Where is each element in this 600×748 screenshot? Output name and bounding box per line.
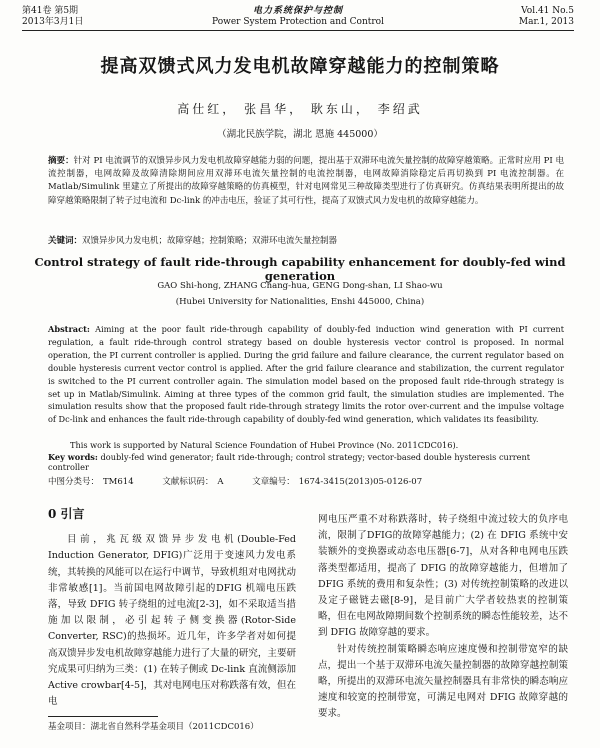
doc-code-label: 文献标识码： [162, 477, 214, 487]
date-en: Mar.1, 2013 [518, 17, 574, 27]
doc-code-value: A [217, 477, 224, 487]
header-divider [22, 30, 574, 31]
body-column-right [318, 512, 568, 723]
affiliation-en: (Hubei University for Nationalities, Enshi 445000, China) [175, 297, 425, 307]
affiliation-cn: （湖北民族学院，湖北 恩施 445000） [217, 129, 383, 140]
paper-title-cn: 提高双馈式风力发电机故障穿越能力的控制策略 [100, 56, 500, 77]
body-paragraph: 网电压严重不对称跌落时，转子绕组中流过较大的负序电流，限制了DFIG的故障穿越能力；(2) 在 DFIG 系统中安装额外的变换器或动态电压器[6-7]，从对各种电网电压跌落类型都适用，提高了 DFIG 的故障穿越能力，但增加了 DFIG 系统的费用和复杂性；(3) 对传统控制策略的改进以及定子磁链去磁[8-9]，是目前广大学者较热衷的控制策略，但在电网故障期间数个控制系统的瞬态性能较差，达不到 DFIG 故障穿越的要求。 [318, 514, 568, 639]
authors-en: GAO Shi-hong, ZHANG Chang-hua, GENG Dong-shan, LI Shao-wu [157, 281, 443, 291]
keywords-en [48, 452, 564, 472]
abstract-label-en: Abstract: [48, 324, 90, 334]
body-column-left [48, 502, 296, 710]
abstract-text-en: Aiming at the poor fault ride-through capability of doubly-fed induction wind generation with PI current regulation, a fault ride-through control strategy based on double hysteresis vector control is proposed. In normal operation, the PI current controller is applied. During the grid failure and failure clearance, the current regulator based on double hysteresis current vector control is applied. After the grid failure clearance and stabilization, the current regulator is switched to the PI current controller again. The simulation model based on the proposed fault ride-through strategy is set up in Matlab/Simulink. Aiming at three types of the common grid fault, the simulation studies are implemented. The simulation results show that the proposed fault ride-through strategy limits the rotor over-current and the impulse voltage of Dc-link and enhances the fault ride-through capability of doubly-fed wind generation, which validates its feasibility. [48, 324, 564, 425]
abstract-text-cn: 针对 PI 电流调节的双馈异步风力发电机故障穿越能力弱的问题，提出基于双滞环电流矢量控制的故障穿越策略。正常时应用 PI 电流控制器，电网故障及故障清除期间应用双滞环电流矢量控制的电流控制器，电网故障消除稳定后再切换到 PI 电流控制器。在 Matlab/Simulink 里建立了所提出的故障穿越策略的仿真模型，针对电网常见三种故障类型进行了仿真研究。仿真结果表明所提出的故障穿越策略限制了转子过电流和 Dc-link 的冲击电压，验证了其可行性，提高了双馈式风力发电机的故障穿越能力。 [48, 156, 564, 206]
keywords-text-cn: 双馈异步风力发电机；故障穿越；控制策略；双滞环电流矢量控制器 [82, 236, 338, 246]
abstract-cn [48, 155, 564, 208]
article-id-value: 1674-3415(2013)05-0126-07 [298, 477, 423, 487]
funding-statement: This work is supported by Natural Science Foundation of Hubei Province (No. 2011CDC016). [70, 440, 459, 450]
keywords-label-cn: 关键词： [48, 236, 83, 246]
running-header [22, 6, 574, 36]
keywords-cn [48, 234, 564, 246]
abstract-en [48, 323, 564, 426]
article-id-label: 文章编号： [252, 477, 295, 487]
journal-name [22, 6, 574, 28]
keywords-text-en: doubly-fed wind generator; fault ride-through; control strategy; vector-based double hysteresis current controller [48, 452, 531, 472]
paper-title-en: Control strategy of fault ride-through capability enhancement for doubly-fed wind generation [34, 255, 566, 283]
authors-cn: 高仕红， 张昌华， 耿东山， 李绍武 [177, 102, 423, 116]
footnote-divider [48, 716, 158, 717]
body-paragraph: 针对传统控制策略瞬态响应速度慢和控制带宽窄的缺点，提出一个基于双滞环电流矢量控制器的故障穿越控制策略，所提出的双滞环电流矢量控制器具有非常快的瞬态响应速度和较宽的控制带宽，可满足电网对 DFIG 故障穿越的要求。 [318, 643, 568, 720]
volume-issue-en: Vol.41 No.5 [521, 6, 574, 16]
journal-name-cn: 电力系统保护与控制 [252, 6, 343, 16]
journal-name-en: Power System Protection and Control [212, 17, 384, 27]
volume-issue-cn: 第41卷 第5期 [22, 6, 79, 16]
section-heading: 0 引言 [48, 507, 85, 521]
clc-value: TM614 [103, 477, 134, 487]
issue-info-en [519, 6, 574, 28]
date-cn: 2013年3月1日 [22, 17, 84, 27]
footnote-funding: 基金项目：湖北省自然科学基金项目（2011CDC016） [48, 722, 259, 732]
abstract-label-cn: 摘要： [48, 156, 74, 166]
keywords-label-en: Key words: [48, 452, 98, 462]
clc-label: 中图分类号： [48, 477, 100, 487]
classification-line [48, 475, 564, 487]
body-paragraph: 目前，兆瓦级双馈异步发电机(Double-Fed Induction Generator, DFIG)广泛用于变速风力发电系统，其转换的风能可以在运行中调节，导致机组对电网扰动非常敏感[1]。当前国电网故障引起的DFIG 机端电压跌落，导致 DFIG 转子绕组的过电流[2-3]，如不采取适当措施加以限制，必引起转子侧变换器(Rotor-Side Converter, RSC)的热损坏。近几年，许多学者对如何提高双馈异步发电机故障穿越能力进行了大量的研究，主要研究成果可归纳为三类：(1) 在转子侧或 Dc-link 直流侧添加 Active crowbar[4-5]，其对电网电压对称跌落有效，但在电 [48, 534, 296, 708]
